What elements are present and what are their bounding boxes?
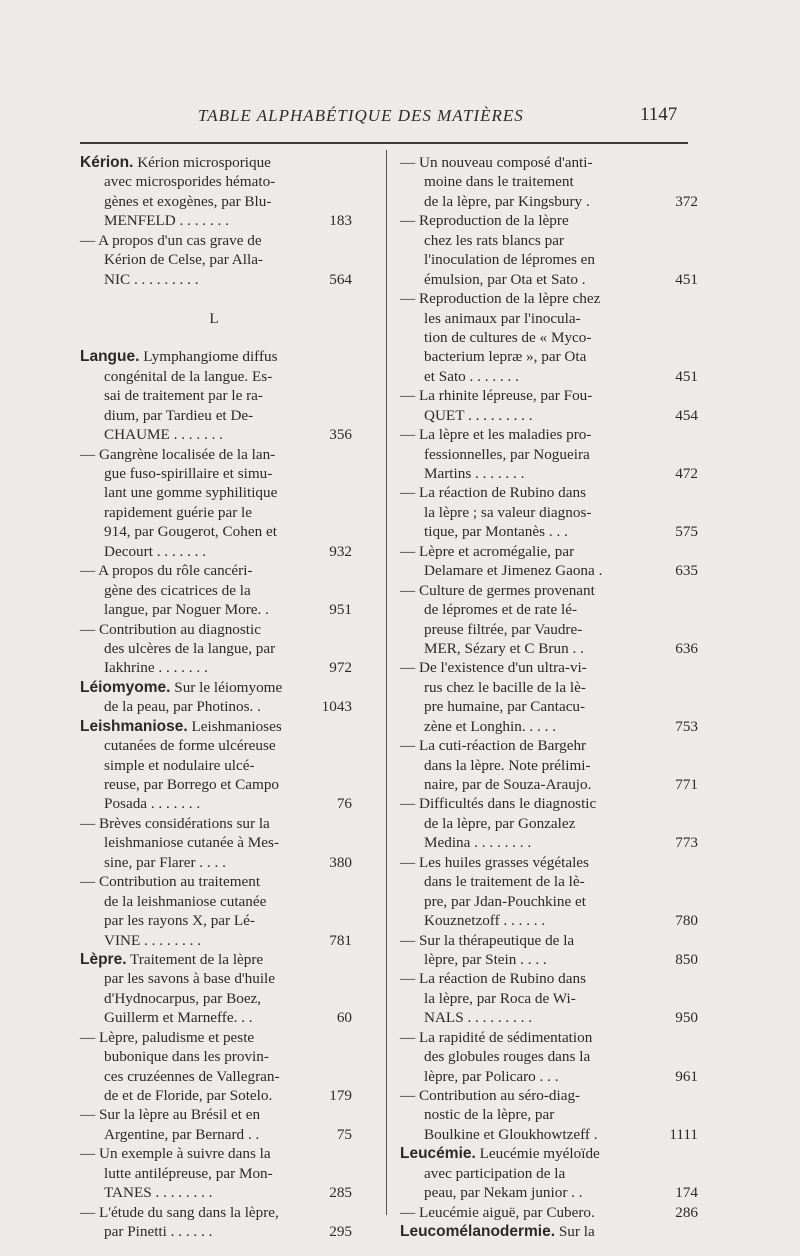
entry-page-number: 75: [336, 1125, 352, 1143]
entry-text: VINE . . . . . . . .: [104, 931, 202, 949]
entry-text: gène des cicatrices de la: [104, 581, 251, 599]
index-line: [400, 1105, 690, 1124]
index-line: [400, 1028, 690, 1047]
index-line: [400, 736, 690, 755]
entry-text: — La réaction de Rubino dans: [400, 970, 586, 988]
entry-headword: Langue.: [80, 348, 140, 366]
entry-text: ces cruzéennes de Vallegran-: [104, 1067, 280, 1085]
index-line: [80, 1008, 352, 1027]
entry-text: — L'étude du sang dans la lèpre,: [80, 1203, 279, 1221]
entry-text: preuse filtrée, par Vaudre-: [424, 620, 583, 638]
entry-text: tique, par Montanès . . .: [424, 523, 568, 541]
entry-text: l'inoculation de lépromes en: [424, 251, 596, 269]
entry-text: — A propos d'un cas grave de: [80, 231, 262, 249]
index-line: [80, 464, 348, 483]
index-line: [400, 1183, 698, 1202]
entry-text: dans la lèpre. Note prélimi-: [424, 756, 591, 774]
entry-text: naire, par de Souza-Araujo.: [424, 776, 592, 793]
entry-text: Kérion. Kérion microsporique: [80, 154, 271, 171]
entry-text: Martins . . . . . . .: [424, 465, 525, 482]
entry-text: Leucomélanodermie. Sur la: [400, 1223, 595, 1241]
index-line: [400, 717, 698, 736]
entry-page-number: 961: [675, 1067, 698, 1085]
entry-text: des ulcères de la langue, par: [104, 639, 276, 657]
entry-text: Decourt . . . . . . .: [104, 542, 207, 560]
entry-text: — De l'existence d'un ultra-vi-: [400, 659, 587, 677]
index-line: [80, 211, 352, 230]
index-line: [80, 775, 348, 794]
entry-text: pre, par Jdan-Pouchkine et: [424, 892, 586, 910]
index-line: [400, 289, 690, 308]
index-line: [400, 192, 698, 211]
right-column: [400, 153, 698, 1242]
entry-text: lèpre, par Policaro . . .: [424, 1067, 559, 1085]
index-line: [400, 756, 690, 775]
entry-text: — La lèpre et les maladies pro-: [400, 426, 592, 444]
entry-text: Leucémie. Leucémie myéloïde: [400, 1145, 600, 1163]
left-column: [80, 153, 352, 1242]
index-line: [400, 522, 698, 541]
index-line: [400, 658, 690, 677]
index-line: [400, 561, 698, 580]
index-line: [400, 1067, 698, 1086]
entry-page-number: 286: [675, 1203, 698, 1221]
index-line: [80, 911, 348, 930]
entry-text: leishmaniose cutanée à Mes-: [104, 834, 280, 852]
index-line: [400, 503, 690, 522]
index-line: [80, 542, 352, 561]
index-line: [80, 989, 348, 1008]
index-line: [80, 231, 348, 250]
index-line: [400, 639, 698, 658]
entry-page-number: 183: [329, 212, 352, 230]
index-line: [400, 833, 698, 852]
entry-page-number: 454: [675, 406, 698, 424]
entry-page-number: 356: [329, 426, 352, 444]
index-line: [400, 794, 690, 813]
entry-text: Kérion de Celse, par Alla-: [104, 251, 263, 269]
entry-text: MENFELD . . . . . . .: [104, 212, 229, 230]
index-line: [400, 581, 690, 600]
entry-page-number: 472: [675, 465, 698, 482]
index-line: [400, 231, 690, 250]
entry-text: chez les rats blancs par: [424, 231, 564, 249]
entry-text: langue, par Noguer More. .: [104, 601, 269, 619]
entry-text: pre humaine, par Cantacu-: [424, 698, 586, 716]
index-line: [400, 911, 698, 930]
entry-text: — Culture de germes provenant: [400, 581, 595, 599]
entry-text: MER, Sézary et C Brun . .: [424, 639, 584, 657]
entry-text: bubonique dans les provin-: [104, 1048, 269, 1066]
entry-text: tion de cultures de « Myco-: [424, 328, 592, 346]
entry-headword: Léiomyome.: [80, 678, 171, 696]
index-line: [80, 1028, 348, 1047]
entry-page-number: 1111: [669, 1125, 698, 1143]
entry-text: lèpre, par Stein . . . .: [424, 950, 547, 968]
entry-page-number: 451: [675, 367, 698, 385]
entry-text: nostic de la lèpre, par: [424, 1106, 555, 1124]
index-line: [80, 172, 348, 191]
index-line: [400, 445, 690, 464]
entry-text: dans le traitement de la lè-: [424, 873, 585, 891]
entry-page-number: 932: [329, 542, 352, 560]
index-line: [80, 192, 348, 211]
entry-text: Boulkine et Gloukhowtzeff .: [424, 1125, 598, 1143]
index-line: [400, 542, 690, 561]
column-divider: [386, 150, 387, 1215]
entry-page-number: 950: [675, 1009, 698, 1027]
entry-text: — Lèpre et acromégalie, par: [400, 542, 575, 560]
entry-text: sine, par Flarer . . . .: [104, 853, 226, 871]
index-line: [80, 386, 348, 405]
entry-page-number: 76: [336, 795, 352, 813]
index-line: [400, 1047, 690, 1066]
index-line: [400, 153, 690, 172]
entry-text: reuse, par Borrego et Campo: [104, 776, 280, 793]
entry-page-number: 564: [329, 270, 352, 288]
index-line: [80, 892, 348, 911]
index-line: [80, 483, 348, 502]
entry-text: CHAUME . . . . . . .: [104, 426, 223, 444]
entry-page-number: 636: [675, 639, 698, 657]
blank-line: [80, 328, 348, 347]
entry-text: — Contribution au séro-diag-: [400, 1087, 581, 1104]
entry-page-number: 780: [675, 912, 698, 930]
entry-text: NIC . . . . . . . . .: [104, 270, 199, 288]
index-line: [80, 853, 352, 872]
index-line: [80, 872, 348, 891]
entry-text: gènes et exogènes, par Blu-: [104, 192, 272, 210]
index-line: [400, 969, 690, 988]
index-line: [400, 250, 690, 269]
index-line: [80, 814, 348, 833]
entry-text: Léiomyome. Sur le léiomyome: [80, 678, 283, 696]
entry-text: — Un nouveau composé d'anti-: [400, 154, 593, 171]
entry-page-number: 635: [675, 562, 698, 580]
index-line: [400, 697, 690, 716]
entry-text: rus chez le bacille de la lè-: [424, 678, 586, 696]
entry-text: — Sur la lèpre au Brésil et en: [80, 1106, 261, 1124]
index-line: [400, 853, 690, 872]
entry-page-number: 951: [329, 601, 352, 619]
entry-text: Medina . . . . . . . .: [424, 834, 532, 852]
entry-text: les animaux par l'inocula-: [424, 309, 581, 327]
entry-text: et Sato . . . . . . .: [424, 367, 519, 385]
index-line: [80, 561, 348, 580]
entry-page-number: 174: [675, 1184, 698, 1202]
entry-page-number: 380: [329, 853, 352, 871]
entry-text: — Leucémie aiguë, par Cubero.: [400, 1203, 595, 1221]
entry-text: peau, par Nekam junior . .: [424, 1184, 583, 1202]
index-line: [80, 717, 348, 736]
index-line: [80, 1067, 348, 1086]
index-line: [400, 1164, 690, 1183]
entry-headword: Leucémie.: [400, 1145, 476, 1163]
entry-text: de et de Floride, par Sotelo.: [104, 1087, 273, 1104]
entry-text: lutte antilépreuse, par Mon-: [104, 1164, 273, 1182]
entry-page-number: 295: [329, 1223, 352, 1241]
index-line: [80, 270, 352, 289]
entry-page-number: 1043: [321, 698, 352, 716]
index-line: [400, 309, 690, 328]
index-line: [80, 697, 352, 716]
entry-page-number: 451: [675, 270, 698, 288]
blank-line: [80, 289, 348, 308]
index-line: [400, 600, 690, 619]
entry-text: — Les huiles grasses végétales: [400, 853, 589, 871]
index-line: [400, 1144, 690, 1163]
entry-text: par les rayons X, par Lé-: [104, 912, 255, 930]
entry-text: — Contribution au diagnostic: [80, 620, 261, 638]
index-line: [80, 1144, 348, 1163]
entry-text: Delamare et Jimenez Gaona .: [424, 562, 603, 580]
index-line: [400, 367, 698, 386]
entry-text: la lèpre ; sa valeur diagnos-: [424, 503, 592, 521]
entry-text: — Un exemple à suivre dans la: [80, 1145, 271, 1163]
index-line: [80, 658, 352, 677]
entry-text: de la leishmaniose cutanée: [104, 892, 267, 910]
index-line: [80, 367, 348, 386]
entry-text: par Pinetti . . . . . .: [104, 1223, 213, 1241]
entry-text: de la lèpre, par Kingsbury .: [424, 192, 590, 210]
entry-text: — La rhinite lépreuse, par Fou-: [400, 387, 593, 405]
running-header-title: TABLE ALPHABÉTIQUE DES MATIÈRES: [198, 106, 524, 125]
index-line: [80, 1164, 348, 1183]
index-line: [80, 1183, 352, 1202]
entry-text: d'Hydnocarpus, par Boez,: [104, 989, 262, 1007]
index-line: [80, 639, 348, 658]
entry-text: — Gangrène localisée de la lan-: [80, 445, 276, 463]
index-line: [80, 756, 348, 775]
index-line: [80, 406, 348, 425]
entry-text: de la lèpre, par Gonzalez: [424, 814, 576, 832]
index-line: [80, 1105, 348, 1124]
entry-page-number: 753: [675, 717, 698, 735]
entry-text: rapidement guérie par le: [104, 503, 253, 521]
index-line: [80, 736, 348, 755]
entry-text: fessionnelles, par Nogueira: [424, 445, 590, 463]
index-line: [80, 1086, 352, 1105]
index-line: [400, 1222, 690, 1241]
entry-text: — Reproduction de la lèpre: [400, 212, 569, 230]
entry-text: — Brèves considérations sur la: [80, 814, 270, 832]
entry-text: — Difficultés dans le diagnostic: [400, 795, 597, 813]
entry-text: — Sur la thérapeutique de la: [400, 931, 575, 949]
entry-text: Posada . . . . . . .: [104, 795, 201, 813]
entry-headword: Leucomélanodermie.: [400, 1223, 556, 1241]
index-line: [400, 892, 690, 911]
index-line: [80, 833, 348, 852]
index-line: [400, 814, 690, 833]
entry-text: sai de traitement par le ra-: [104, 387, 263, 405]
entry-text: 914, par Gougerot, Cohen et: [104, 523, 277, 541]
index-line: [80, 250, 348, 269]
entry-text: — Lèpre, paludisme et peste: [80, 1028, 255, 1046]
section-letter: [80, 309, 348, 328]
entry-text: Leishmaniose. Leishmanioses: [80, 717, 282, 735]
index-line: [80, 503, 348, 522]
index-line: [400, 270, 698, 289]
entry-text: — Reproduction de la lèpre chez: [400, 290, 601, 308]
entry-page-number: 179: [329, 1087, 352, 1104]
index-line: [400, 172, 690, 191]
entry-page-number: 60: [336, 1009, 352, 1027]
entry-text: gue fuso-spirillaire et simu-: [104, 465, 273, 482]
entry-page-number: 781: [329, 931, 352, 949]
header-rule: [80, 142, 688, 144]
index-line: [400, 950, 698, 969]
entry-text: de lépromes et de rate lé-: [424, 601, 578, 619]
index-line: [80, 931, 352, 950]
index-line: [80, 445, 348, 464]
index-line: [400, 678, 690, 697]
entry-text: congénital de la langue. Es-: [104, 367, 273, 385]
page-number: 1147: [640, 104, 678, 125]
index-line: [80, 678, 348, 697]
entry-text: Langue. Lymphangiome diffus: [80, 348, 278, 366]
index-line: [80, 950, 348, 969]
index-line: [80, 1125, 352, 1144]
entry-text: de la peau, par Photinos. .: [104, 698, 261, 716]
index-line: [80, 425, 352, 444]
index-line: [80, 1203, 348, 1222]
index-line: [80, 153, 348, 172]
entry-text: avec microsporides hémato-: [104, 173, 276, 191]
index-line: [400, 328, 690, 347]
entry-text: QUET . . . . . . . . .: [424, 406, 533, 424]
index-line: [80, 620, 348, 639]
index-line: [400, 1125, 698, 1144]
index-line: [400, 775, 698, 794]
index-line: [400, 406, 698, 425]
entry-text: — La cuti-réaction de Bargehr: [400, 737, 587, 755]
entry-text: — A propos du rôle cancéri-: [80, 562, 253, 580]
index-line: [400, 211, 690, 230]
entry-page-number: 771: [675, 776, 698, 793]
entry-text: Guillerm et Marneffe. . .: [104, 1009, 253, 1027]
entry-text: simple et nodulaire ulcé-: [104, 756, 255, 774]
index-line: [80, 347, 348, 366]
entry-text: émulsion, par Ota et Sato .: [424, 270, 586, 288]
index-line: [400, 1203, 698, 1222]
entry-text: moine dans le traitement: [424, 173, 574, 191]
entry-text: — Contribution au traitement: [80, 873, 261, 891]
index-line: [80, 794, 352, 813]
index-line: [400, 386, 690, 405]
index-line: [400, 1086, 690, 1105]
index-line: [400, 872, 690, 891]
entry-text: des globules rouges dans la: [424, 1048, 591, 1066]
entry-page-number: 372: [675, 192, 698, 210]
entry-text: — La rapidité de sédimentation: [400, 1028, 593, 1046]
entry-text: Kouznetzoff . . . . . .: [424, 912, 546, 930]
index-line: [80, 1222, 352, 1241]
entry-text: — La réaction de Rubino dans: [400, 484, 586, 502]
index-line: [400, 931, 690, 950]
entry-headword: Lèpre.: [80, 950, 127, 968]
entry-text: bacterium lepræ », par Ota: [424, 348, 587, 366]
entry-text: par les savons à base d'huile: [104, 970, 276, 988]
entry-text: Iakhrine . . . . . . .: [104, 659, 208, 677]
index-line: [80, 600, 352, 619]
entry-text: dium, par Tardieu et De-: [104, 406, 254, 424]
entry-page-number: 850: [675, 950, 698, 968]
entry-text: la lèpre, par Roca de Wi-: [424, 989, 576, 1007]
entry-text: cutanées de forme ulcéreuse: [104, 737, 276, 755]
entry-text: zène et Longhin. . . . .: [424, 717, 557, 735]
index-line: [400, 347, 690, 366]
entry-page-number: 773: [675, 834, 698, 852]
entry-headword: Kérion.: [80, 154, 134, 171]
entry-text: TANES . . . . . . . .: [104, 1184, 213, 1202]
entry-page-number: 285: [329, 1184, 352, 1202]
index-line: [400, 425, 690, 444]
index-line: [400, 1008, 698, 1027]
entry-text: Argentine, par Bernard . .: [104, 1125, 260, 1143]
entry-text: Lèpre. Traitement de la lèpre: [80, 950, 264, 968]
index-line: [80, 969, 348, 988]
entry-text: lant une gomme syphilitique: [104, 484, 278, 502]
entry-headword: Leishmaniose.: [80, 717, 188, 735]
index-line: [400, 989, 690, 1008]
index-line: [80, 1047, 348, 1066]
entry-page-number: 972: [329, 659, 352, 677]
index-line: [80, 522, 348, 541]
entry-text: avec participation de la: [424, 1164, 566, 1182]
entry-text: L: [209, 309, 219, 327]
index-line: [400, 483, 690, 502]
entry-page-number: 575: [675, 523, 698, 541]
index-line: [400, 464, 698, 483]
index-line: [80, 581, 348, 600]
entry-text: NALS . . . . . . . . .: [424, 1009, 533, 1027]
index-line: [400, 620, 690, 639]
